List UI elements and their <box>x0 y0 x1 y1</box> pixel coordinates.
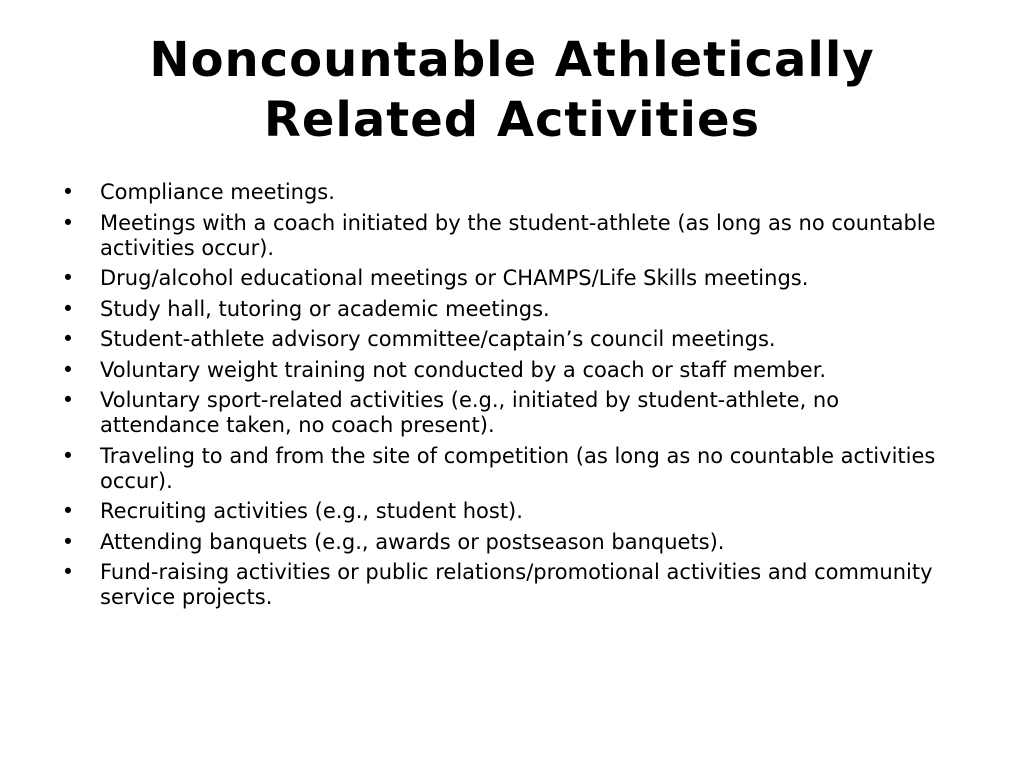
bullet-text: Recruiting activities (e.g., student host). <box>100 499 523 523</box>
bullet-dot-icon: • <box>61 327 75 351</box>
bullet-item-weight-training <box>60 358 965 383</box>
bullet-item-fund-raising <box>60 560 965 610</box>
bullet-dot-icon: • <box>61 210 75 235</box>
bullet-dot-icon: • <box>61 180 75 204</box>
bullet-dot-icon: • <box>61 529 75 554</box>
bullet-item-study-hall <box>60 297 965 322</box>
bullet-item-sport-related-activities <box>60 388 965 438</box>
bullet-dot-icon: • <box>61 443 75 468</box>
bullet-text: Study hall, tutoring or academic meetings. <box>100 296 550 321</box>
bullet-text: Fund-raising activities or public relations/promotional activities and community service projects. <box>100 560 933 609</box>
bullet-text: Voluntary sport-related activities (e.g., initiated by student-athlete, no attendance taken, no coach present). <box>100 388 840 437</box>
bullet-text: Student-athlete advisory committee/captain’s council meetings. <box>100 327 776 351</box>
bullet-item-advisory-committee <box>60 327 965 352</box>
bullet-text: Voluntary weight training not conducted by a coach or staff member. <box>100 357 827 382</box>
bullet-dot-icon: • <box>61 560 75 584</box>
bullet-dot-icon: • <box>61 357 75 382</box>
bullet-dot-icon: • <box>61 499 75 523</box>
bullet-text: Meetings with a coach initiated by the student-athlete (as long as no countable activities occur). <box>100 210 936 260</box>
bullet-item-coach-meetings <box>60 211 965 261</box>
bullet-text: Compliance meetings. <box>100 180 335 204</box>
slide-title-line-1: Noncountable Athletically <box>149 32 875 88</box>
bullet-text: Attending banquets (e.g., awards or postseason banquets). <box>100 529 725 554</box>
bullet-item-drug-alcohol-meetings <box>60 266 965 291</box>
bullet-item-traveling <box>60 444 965 494</box>
bullet-dot-icon: • <box>61 296 75 321</box>
bullet-dot-icon: • <box>61 388 75 412</box>
bullet-item-banquets <box>60 530 965 555</box>
bullet-item-compliance-meetings <box>60 180 965 205</box>
bullet-text: Drug/alcohol educational meetings or CHAMPS/Life Skills meetings. <box>100 266 809 290</box>
bullet-dot-icon: • <box>61 266 75 290</box>
slide-title-line-2: Related Activities <box>263 92 761 148</box>
bullet-text: Traveling to and from the site of competition (as long as no countable activities occur). <box>100 443 936 493</box>
slide-title <box>60 30 964 150</box>
bullet-list <box>60 180 965 616</box>
bullet-item-recruiting <box>60 499 965 524</box>
